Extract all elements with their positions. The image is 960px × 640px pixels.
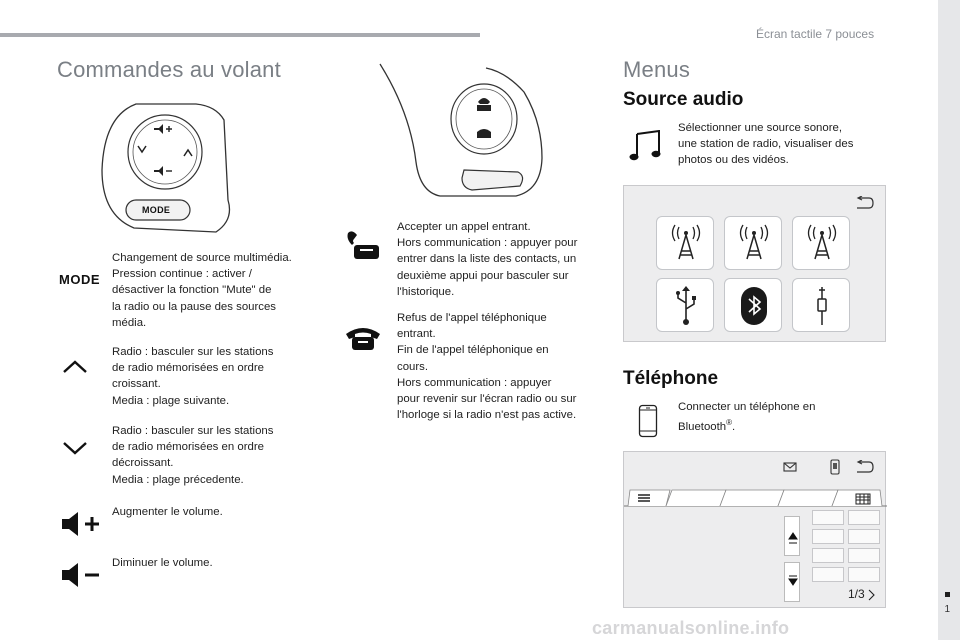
seek-down-description: Radio : basculer sur les stations de radio mémorisées en ordre décroissant. Media : plage précedente. [112,425,274,486]
scroll-down-icon [785,563,801,603]
radio-dab-icon [793,217,851,271]
grid-cell[interactable] [848,548,880,563]
telephone-text: Connecter un téléphone en Bluetooth [678,401,816,433]
header-rule [0,33,480,37]
chevron-down-icon [62,441,88,455]
steering-wheel-right-controls-illustration [376,62,546,202]
page-indicator[interactable]: 1/3 [848,587,865,601]
watermark: carmanualsonline.info [592,618,790,638]
volume-down-description: Diminuer le volume. [112,557,213,569]
back-arrow-icon[interactable] [854,460,874,474]
radio-am-icon [725,217,783,271]
scroll-up-button[interactable] [784,516,800,556]
smartphone-icon [638,404,658,438]
seek-up-description: Radio : basculer sur les stations de radio mémorisées en ordre croissant. Media : plage suivante. [112,346,274,407]
section-title-menus: Menus [623,57,691,82]
phone-pickup-icon [345,229,381,261]
chevron-up-icon [62,360,88,374]
source-audio-screen [623,185,886,342]
header-running-title: Écran tactile 7 pouces [756,27,875,41]
page-number: 1 [944,604,950,615]
grid-cell[interactable] [812,567,844,582]
scroll-up-icon [785,517,801,557]
edge-marker [945,592,950,597]
music-note-icon [628,130,664,162]
tab-favorites-icon[interactable] [634,490,670,506]
telephone-screen [623,451,886,608]
page-edge-strip [938,0,960,640]
tile-radio-am[interactable] [724,216,782,270]
tab-keypad-icon[interactable] [844,490,880,506]
tile-radio-fm[interactable] [656,216,714,270]
mode-description: Changement de source multimédia. Pression continue : activer / désactiver la fonction "Mute" de la radio ou la pause des sources média. [112,252,292,329]
grid-cell[interactable] [848,510,880,525]
bluetooth-icon [725,279,783,333]
aux-jack-icon [793,279,851,333]
volume-up-description: Augmenter le volume. [112,506,223,518]
volume-up-icon [60,511,102,537]
grid-cell[interactable] [848,567,880,582]
wheel-mode-button-label: MODE [142,205,171,215]
source-audio-description: Sélectionner une source sonore, une station de radio, visualiser des photos ou des vidéos. [678,122,854,167]
tile-radio-dab[interactable] [792,216,850,270]
heading-source-audio: Source audio [623,89,744,110]
steering-wheel-left-controls-illustration [96,100,236,240]
telephone-text-end: . [732,421,736,433]
tile-usb[interactable] [656,278,714,332]
telephone-description [678,399,878,435]
pickup-description: Accepter un appel entrant. Hors communication : appuyer pour entrer dans la liste des contacts, un deuxième appui pour basculer sur l'historique. [397,221,578,298]
radio-fm-icon [657,217,715,271]
mode-key-label: MODE [59,272,100,287]
heading-telephone: Téléphone [623,368,719,389]
back-arrow-icon[interactable] [854,196,874,210]
phone-hangup-icon [344,326,382,352]
grid-cell[interactable] [812,510,844,525]
registered-mark: ® [726,418,733,428]
section-title-commandes: Commandes au volant [57,57,281,82]
page-next-icon [868,589,876,601]
tile-aux[interactable] [792,278,850,332]
grid-cell[interactable] [812,529,844,544]
phone-settings-icon[interactable] [828,458,842,476]
message-icon[interactable] [782,460,798,474]
grid-cell[interactable] [812,548,844,563]
scroll-down-button[interactable] [784,562,800,602]
volume-down-icon [60,562,102,588]
tile-bluetooth[interactable] [724,278,782,332]
grid-cell[interactable] [848,529,880,544]
hangup-description: Refus de l'appel téléphonique entrant. Fin de l'appel téléphonique en cours. Hors communication : appuyer pour revenir sur l'écran radio ou sur l'horloge si la radio n'est pas active. [397,312,577,422]
usb-icon [657,279,715,333]
